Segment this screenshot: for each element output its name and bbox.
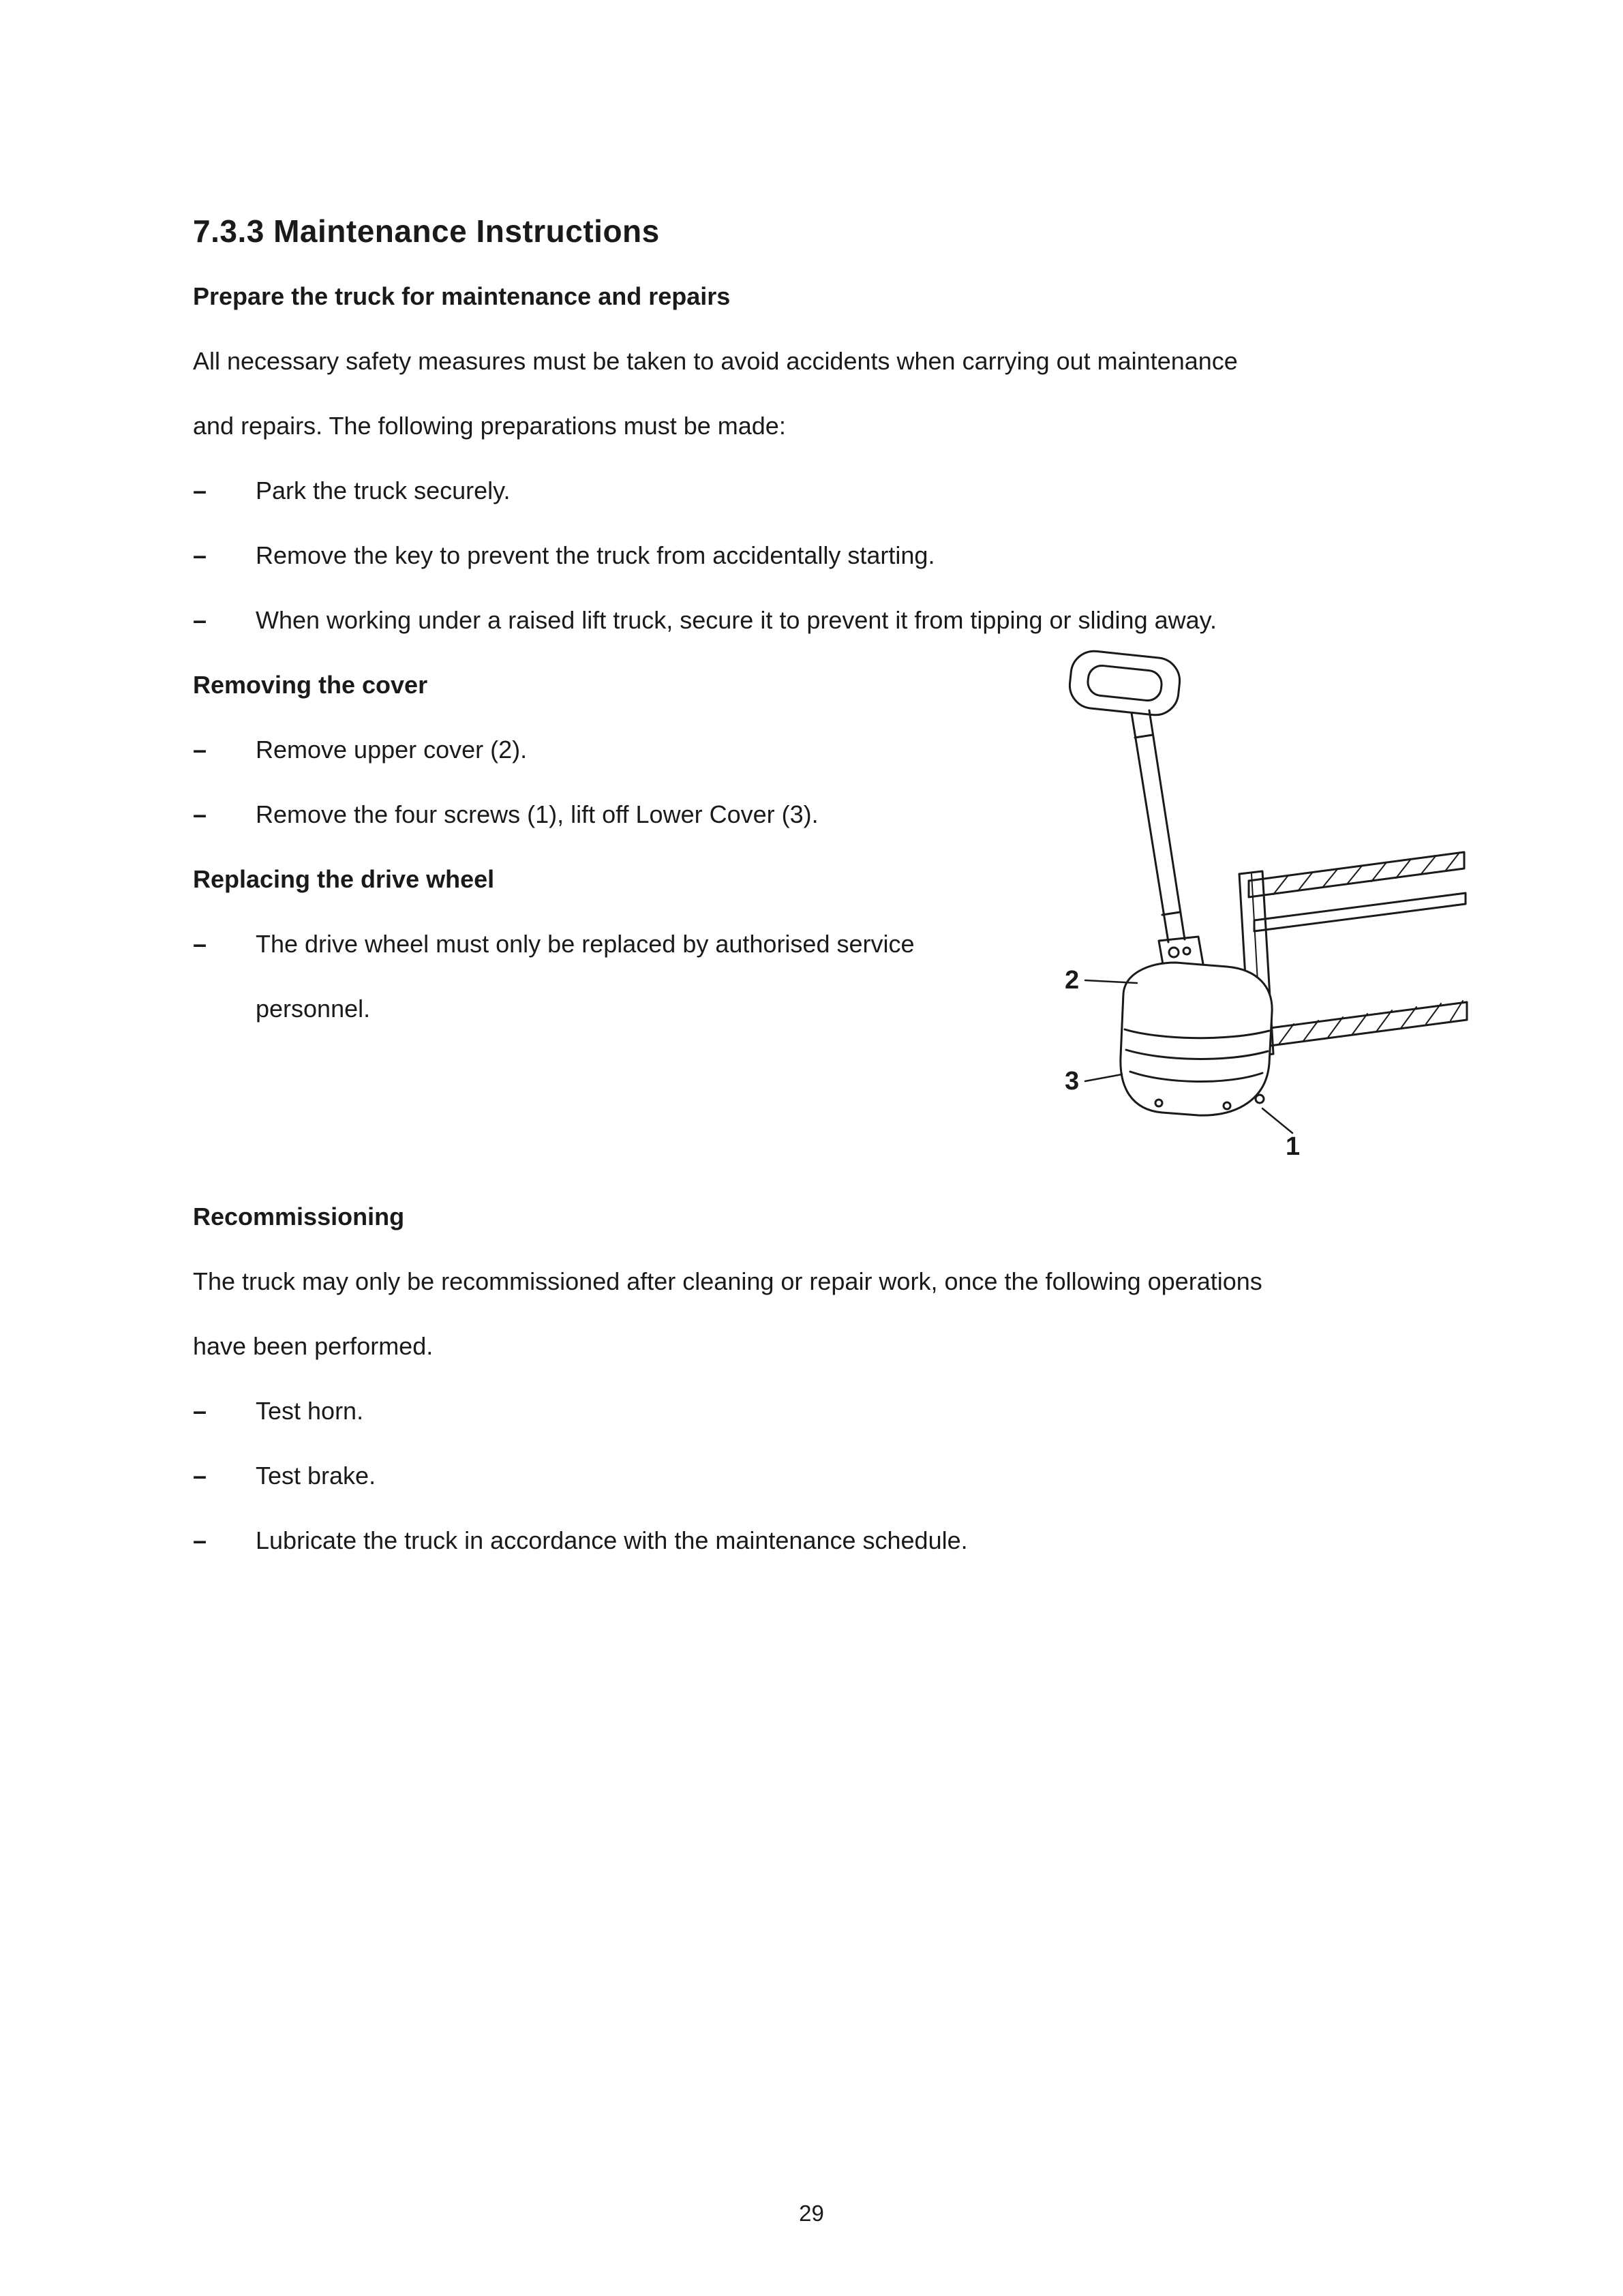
list-item-text: personnel. — [256, 995, 371, 1023]
page-number: 29 — [799, 2201, 824, 2226]
list-item — [193, 1508, 1468, 1573]
subheading-recommissioning: Recommissioning — [193, 1203, 405, 1230]
bullet-dash: – — [193, 930, 207, 958]
tiller-handle — [1067, 649, 1182, 717]
list-item-text: Remove the key to prevent the truck from accidentally starting. — [256, 541, 935, 569]
list-item-text: Remove upper cover (2). — [256, 736, 528, 764]
subheading-drive-wheel: Replacing the drive wheel — [193, 865, 495, 893]
paragraph-line: have been performed. — [193, 1332, 434, 1360]
list-item — [193, 588, 1468, 652]
list-item-text: Remove the four screws (1), lift off Lower Cover (3). — [256, 800, 819, 828]
list-item — [193, 1378, 1468, 1443]
tiller-arm — [1132, 710, 1185, 942]
paragraph-line: All necessary safety measures must be taken to avoid accidents when carrying out maintenance — [193, 347, 1238, 375]
list-item-text: Lubricate the truck in accordance with the maintenance schedule. — [256, 1526, 968, 1554]
list-item-text: Test brake. — [256, 1462, 376, 1490]
list-item-text: Park the truck securely. — [256, 477, 511, 504]
list-item — [193, 458, 1468, 523]
callout-label-3: 3 — [1065, 1067, 1080, 1096]
subheading-prepare: Prepare the truck for maintenance and repairs — [193, 282, 731, 310]
list-item-text: The drive wheel must only be replaced by authorised service — [256, 930, 915, 958]
pallet-truck-figure — [1022, 648, 1472, 1166]
bullet-dash: – — [193, 736, 207, 764]
paragraph-line: and repairs. The following preparations must be made: — [193, 412, 786, 440]
fork-rails — [1239, 852, 1467, 1057]
paragraph-line: The truck may only be recommissioned after cleaning or repair work, once the following operations — [193, 1267, 1262, 1295]
bullet-dash-empty — [193, 976, 256, 1041]
list-item-text: Test horn. — [256, 1397, 364, 1425]
bullet-dash: – — [193, 477, 207, 504]
section-heading: 7.3.3 Maintenance Instructions — [193, 213, 660, 249]
bullet-dash: – — [193, 541, 207, 569]
drive-unit-cover — [1121, 963, 1272, 1115]
subheading-removing-cover: Removing the cover — [193, 671, 428, 699]
bullet-dash: – — [193, 606, 207, 634]
bullet-dash: – — [193, 1462, 207, 1490]
bullet-dash: – — [193, 1526, 207, 1554]
list-item — [193, 523, 1468, 588]
callout-label-1: 1 — [1286, 1132, 1301, 1161]
callout-label-2: 2 — [1065, 966, 1080, 995]
list-item-text: When working under a raised lift truck, secure it to prevent it from tipping or sliding away. — [256, 606, 1217, 634]
bullet-dash: – — [193, 800, 207, 828]
list-item — [193, 1443, 1468, 1508]
bullet-dash: – — [193, 1397, 207, 1425]
pallet-truck-line-drawing-icon — [1022, 648, 1472, 1166]
